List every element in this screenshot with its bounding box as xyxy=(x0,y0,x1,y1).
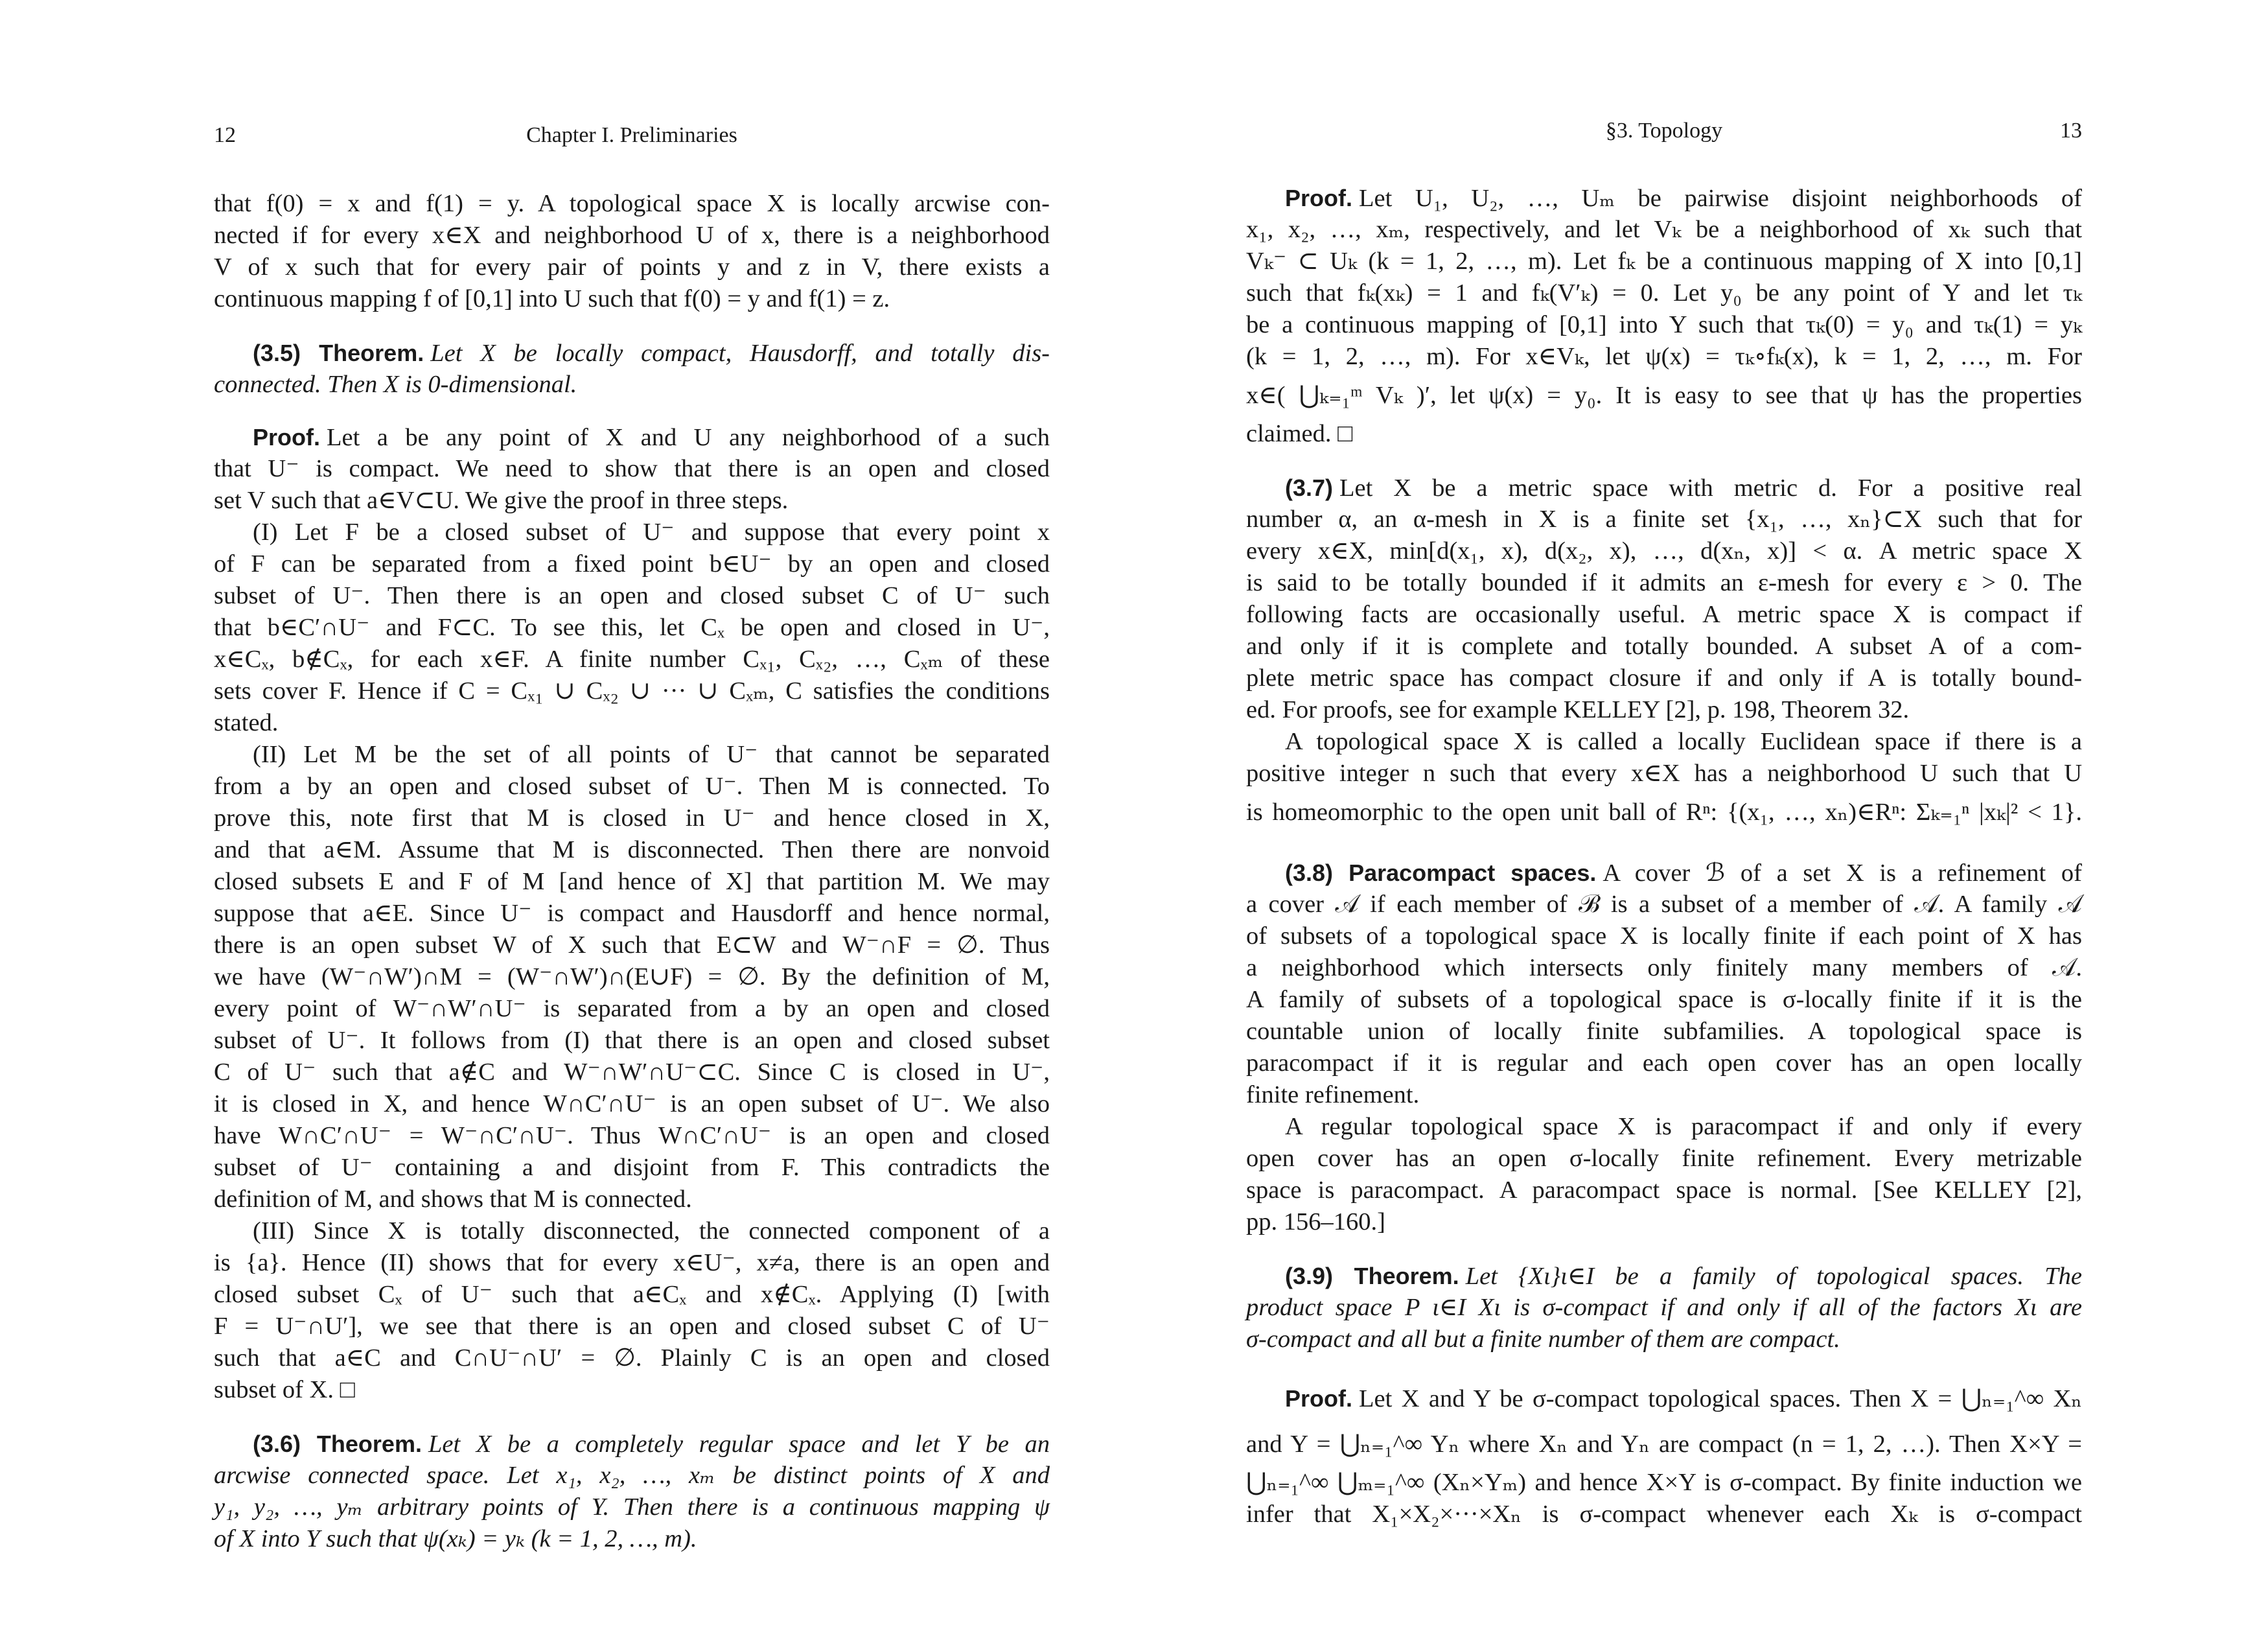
text-line xyxy=(214,739,1050,771)
line-text: Vₖ⁻ ⊂ Uₖ (k = 1, 2, …, m). Let fₖ be a continuous mapping of X into [0,1] xyxy=(1246,248,2082,275)
line-text: suppose that a∈E. Since U⁻ is compact and Hausdorff and hence normal, xyxy=(214,900,1050,927)
line-text: and that a∈M. Assume that M is disconnected. Then there are nonvoid xyxy=(214,836,1050,863)
text-line xyxy=(1246,1421,2082,1467)
line-text: (I) Let F be a closed subset of U⁻ and suppose that every point x xyxy=(253,519,1050,546)
line-text: V of x such that for every pair of points y and z in V, there exists a xyxy=(214,253,1050,281)
text-line xyxy=(1246,567,2082,599)
line-text: A regular topological space X is paracompact if and only if every xyxy=(1285,1113,2082,1140)
text-line xyxy=(214,612,1050,644)
page-number: 13 xyxy=(2060,119,2082,143)
line-text: definition of M, and shows that M is connected. xyxy=(214,1186,692,1213)
line-text: that f(0) = x and f(1) = y. A topological space X is locally arcwise con- xyxy=(214,190,1050,217)
text-line xyxy=(1246,984,2082,1016)
line-text: (k = 1, 2, …, m). For x∈Vₖ, let ψ(x) = τₖ∘fₖ(x), k = 1, 2, …, m. For xyxy=(1246,343,2082,370)
line-text: such that a∈C and C∩U⁻∩U′ = ∅. Plainly C is an open and closed xyxy=(214,1344,1050,1372)
text-line xyxy=(214,1523,1050,1555)
text-line xyxy=(1246,182,2082,214)
text-line xyxy=(1246,1016,2082,1047)
block-label: (3.8) Paracompact spaces. xyxy=(1285,860,1597,886)
line-text: A cover ℬ of a set X is a refinement of xyxy=(1603,860,2082,887)
line-text: continuous mapping f of [0,1] into U such that f(0) = y and f(1) = z. xyxy=(214,285,890,312)
running-head xyxy=(1246,119,2082,158)
line-text: Let U₁, U₂, …, Uₘ be pairwise disjoint neighborhoods of xyxy=(1359,185,2082,212)
running-head xyxy=(214,123,1050,162)
line-text: is homeomorphic to the open unit ball of Rⁿ: {(x₁, …, xₙ)∈Rⁿ: Σₖ₌₁ⁿ |xₖ|² < 1}. xyxy=(1246,799,2082,826)
line-text: there is an open subset W of X such that E⊂W and W⁻∩F = ∅. Thus xyxy=(214,931,1050,959)
text-line xyxy=(214,961,1050,993)
paragraph xyxy=(1246,182,2082,450)
line-text: that U⁻ is compact. We need to show that there is an open and closed xyxy=(214,455,1050,482)
left-page xyxy=(214,0,1050,1552)
block-label: (3.9) Theorem. xyxy=(1285,1263,1459,1289)
paragraph xyxy=(214,421,1050,1406)
text-line xyxy=(1246,418,2082,450)
text-line xyxy=(1246,214,2082,246)
line-text: F = U⁻∩U′], we see that there is an open and closed subset C of U⁻ xyxy=(214,1313,1050,1340)
line-text: closed subset Cₓ of U⁻ such that a∈Cₓ and x∉Cₓ. Applying (I) [with xyxy=(214,1281,1050,1308)
line-text: is said to be totally bounded if it admits an ε-mesh for every ε > 0. The xyxy=(1246,569,2082,596)
theorem-block xyxy=(1246,1260,2082,1355)
line-text: number α, an α-mesh in X is a finite set {x₁, …, xₙ}⊂X such that for xyxy=(1246,506,2082,533)
line-text: closed subsets E and F of M [and hence of X] that partition M. We may xyxy=(214,868,1050,895)
text-line xyxy=(214,369,1050,401)
line-text: space is paracompact. A paracompact space is normal. [See KELLEY [2], xyxy=(1246,1176,2082,1204)
theorem-block xyxy=(214,1428,1050,1555)
text-line xyxy=(214,1374,1050,1406)
line-text: x₁, x₂, …, xₘ, respectively, and let Vₖ be a neighborhood of xₖ such that xyxy=(1246,216,2082,243)
text-line xyxy=(1246,1467,2082,1499)
line-text: a neighborhood which intersects only finitely many members of 𝒜. xyxy=(1246,954,2082,981)
block-label: Proof. xyxy=(1285,1385,1352,1412)
text-line xyxy=(214,644,1050,675)
block-label: (3.5) Theorem. xyxy=(253,340,424,366)
text-line xyxy=(1246,631,2082,662)
theorem-block xyxy=(214,337,1050,401)
line-text: arcwise connected space. Let x₁, x₂, …, xₘ be distinct points of X and xyxy=(214,1462,1050,1489)
text-line xyxy=(1246,246,2082,277)
text-line xyxy=(1246,535,2082,567)
text-line xyxy=(214,675,1050,707)
line-text: of F can be separated from a fixed point b∈U⁻ by an open and closed xyxy=(214,550,1050,578)
text-line xyxy=(214,1279,1050,1311)
text-line xyxy=(214,283,1050,315)
text-line xyxy=(1246,1047,2082,1079)
line-text: x∈Cₓ, b∉Cₓ, for each x∈F. A finite number Cₓ₁, Cₓ₂, …, Cₓₘ of these xyxy=(214,646,1050,673)
text-line xyxy=(214,517,1050,548)
text-line xyxy=(214,1342,1050,1374)
text-line xyxy=(214,993,1050,1025)
numbered-paragraph xyxy=(1246,472,2082,835)
line-text: have W∩C′∩U⁻ = W⁻∩C′∩U⁻. Thus W∩C′∩U⁻ is an open and closed xyxy=(214,1122,1050,1149)
text-line xyxy=(1246,758,2082,789)
text-line xyxy=(1246,920,2082,952)
page-body xyxy=(214,188,1050,1555)
text-line xyxy=(1246,694,2082,726)
block-label: Proof. xyxy=(253,424,320,450)
text-line xyxy=(214,1152,1050,1184)
line-text: from a by an open and closed subset of U⁻. Then M is connected. To xyxy=(214,773,1050,800)
line-text: subset of U⁻. Then there is an open and closed subset C of U⁻ such xyxy=(214,582,1050,609)
line-text: (II) Let M be the set of all points of U⁻ that cannot be separated xyxy=(253,741,1050,768)
text-line xyxy=(1246,1079,2082,1111)
text-line xyxy=(1246,1376,2082,1421)
text-line xyxy=(214,1088,1050,1120)
line-text: y₁, y₂, …, yₘ arbitrary points of Y. Then there is a continuous mapping ψ xyxy=(214,1493,1050,1521)
line-text: subset of X. □ xyxy=(214,1376,355,1403)
page-number: 12 xyxy=(214,123,236,147)
text-line xyxy=(1246,1175,2082,1206)
line-text: A family of subsets of a topological space is σ-locally finite if it is the xyxy=(1246,986,2082,1013)
text-line xyxy=(214,1247,1050,1279)
line-text: and only if it is complete and totally bounded. A subset A of a com- xyxy=(1246,633,2082,660)
text-line xyxy=(1246,1499,2082,1530)
line-text: of subsets of a topological space X is locally finite if each point of X has xyxy=(1246,922,2082,950)
line-text: subset of U⁻ containing a and disjoint from F. This contradicts the xyxy=(214,1154,1050,1181)
text-line xyxy=(214,898,1050,930)
numbered-paragraph xyxy=(1246,857,2082,1238)
text-line xyxy=(214,1057,1050,1088)
text-line xyxy=(1246,504,2082,535)
line-text: Let {Xι}ι∈I be a family of topological spaces. The xyxy=(1465,1263,2082,1290)
line-text: we have (W⁻∩W′)∩M = (W⁻∩W′)∩(E∪F) = ∅. By the definition of M, xyxy=(214,963,1050,990)
line-text: Let X and Y be σ-compact topological spaces. Then X = ⋃ₙ₌₁^∞ Xₙ xyxy=(1359,1385,2082,1412)
line-text: infer that X₁×X₂×···×Xₙ is σ-compact whenever each Xₖ is σ-compact xyxy=(1246,1501,2082,1528)
line-text: σ-compact and all but a finite number of them are compact. xyxy=(1246,1326,1840,1353)
line-text: pp. 156–160.] xyxy=(1246,1208,1385,1235)
text-line xyxy=(1246,277,2082,309)
text-line xyxy=(214,802,1050,834)
text-line xyxy=(1246,789,2082,835)
text-line xyxy=(1246,952,2082,984)
line-text: stated. xyxy=(214,709,279,736)
text-line xyxy=(214,1025,1050,1057)
line-text: it is closed in X, and hence W∩C′∩U⁻ is an open subset of U⁻. We also xyxy=(214,1090,1050,1117)
text-line xyxy=(214,337,1050,369)
line-text: set V such that a∈V⊂U. We give the proof in three steps. xyxy=(214,487,789,514)
line-text: that b∈C′∩U⁻ and F⊂C. To see this, let Cₓ be open and closed in U⁻, xyxy=(214,614,1050,641)
line-text: is {a}. Hence (II) shows that for every x∈U⁻, x≠a, there is an open and xyxy=(214,1249,1050,1276)
text-line xyxy=(1246,1260,2082,1292)
line-text: paracompact if it is regular and each open cover has an open locally xyxy=(1246,1049,2082,1077)
line-text: connected. Then X is 0-dimensional. xyxy=(214,371,577,398)
line-text: of X into Y such that ψ(xₖ) = yₖ (k = 1, 2, …, m). xyxy=(214,1525,697,1552)
text-line xyxy=(1246,1206,2082,1238)
text-line xyxy=(214,1428,1050,1460)
line-text: and Y = ⋃ₙ₌₁^∞ Yₙ where Xₙ and Yₙ are compact (n = 1, 2, …). Then X×Y = xyxy=(1246,1431,2082,1458)
line-text: A topological space X is called a locally Euclidean space if there is a xyxy=(1285,728,2082,755)
text-line xyxy=(1246,1324,2082,1355)
text-line xyxy=(1246,857,2082,889)
line-text: positive integer n such that every x∈X has a neighborhood U such that U xyxy=(1246,760,2082,787)
line-text: x∈( ⋃ₖ₌₁ᵐ Vₖ )′, let ψ(x) = y₀. It is easy to see that ψ has the properties xyxy=(1246,382,2082,409)
line-text: Let a be any point of X and U any neighborhood of a such xyxy=(327,424,1050,451)
text-line xyxy=(214,485,1050,517)
text-line xyxy=(1246,341,2082,373)
text-line xyxy=(214,251,1050,283)
line-text: (III) Since X is totally disconnected, the connected component of a xyxy=(253,1217,1050,1245)
line-text: Let X be locally compact, Hausdorff, and totally dis- xyxy=(430,340,1050,367)
text-line xyxy=(1246,599,2082,631)
chapter-title: Chapter I. Preliminaries xyxy=(526,123,737,147)
text-line xyxy=(214,1311,1050,1342)
text-line xyxy=(214,866,1050,898)
block-label: (3.6) Theorem. xyxy=(253,1431,422,1457)
page-body xyxy=(1246,182,2082,1530)
line-text: countable union of locally finite subfamilies. A topological space is xyxy=(1246,1018,2082,1045)
line-text: Let X be a metric space with metric d. For a positive real xyxy=(1339,474,2082,502)
text-line xyxy=(1246,472,2082,504)
text-line xyxy=(1246,662,2082,694)
text-line xyxy=(214,1215,1050,1247)
text-line xyxy=(1246,309,2082,341)
text-line xyxy=(214,1460,1050,1491)
line-text: Let X be a completely regular space and let Y be an xyxy=(428,1431,1050,1458)
text-line xyxy=(214,930,1050,961)
paragraph xyxy=(214,188,1050,315)
text-line xyxy=(214,771,1050,802)
line-text: plete metric space has compact closure if and only if A is totally bound- xyxy=(1246,664,2082,692)
line-text: C of U⁻ such that a∉C and W⁻∩W′∩U⁻⊂C. Since C is closed in U⁻, xyxy=(214,1058,1050,1086)
block-label: Proof. xyxy=(1285,185,1352,211)
text-line xyxy=(1246,726,2082,758)
line-text: ed. For proofs, see for example KELLEY [2], p. 198, Theorem 32. xyxy=(1246,696,1910,723)
block-label: (3.7) xyxy=(1285,474,1334,501)
line-text: following facts are occasionally useful. A metric space X is compact if xyxy=(1246,601,2082,628)
line-text: ⋃ₙ₌₁^∞ ⋃ₘ₌₁^∞ (Xₙ×Yₘ) and hence X×Y is σ-compact. By finite induction we xyxy=(1246,1469,2082,1496)
line-text: finite refinement. xyxy=(1246,1081,1420,1108)
text-line xyxy=(214,188,1050,220)
text-line xyxy=(214,707,1050,739)
text-line xyxy=(214,548,1050,580)
text-line xyxy=(214,1184,1050,1215)
right-page xyxy=(1246,0,2082,1528)
text-line xyxy=(214,453,1050,485)
line-text: product space P ι∈I Xι is σ-compact if and only if all of the factors Xι are xyxy=(1246,1294,2082,1321)
text-line xyxy=(214,580,1050,612)
text-line xyxy=(214,834,1050,866)
line-text: nected if for every x∈X and neighborhood U of x, there is a neighborhood xyxy=(214,222,1050,249)
text-line xyxy=(214,220,1050,251)
line-text: every point of W⁻∩W′∩U⁻ is separated from a by an open and closed xyxy=(214,995,1050,1022)
text-line xyxy=(1246,889,2082,920)
line-text: such that fₖ(xₖ) = 1 and fₖ(V′ₖ) = 0. Let y₀ be any point of Y and let τₖ xyxy=(1246,279,2082,307)
line-text: a cover 𝒜 if each member of ℬ is a subset of a member of 𝒜. A family 𝒜 xyxy=(1246,891,2082,918)
line-text: be a continuous mapping of [0,1] into Y such that τₖ(0) = y₀ and τₖ(1) = yₖ xyxy=(1246,311,2082,338)
line-text: claimed. □ xyxy=(1246,420,1353,447)
text-line xyxy=(214,1491,1050,1523)
line-text: prove this, note first that M is closed in U⁻ and hence closed in X, xyxy=(214,804,1050,832)
text-line xyxy=(1246,1292,2082,1324)
text-line xyxy=(1246,373,2082,418)
section-title: §3. Topology xyxy=(1605,119,1723,143)
line-text: open cover has an open σ-locally finite refinement. Every metrizable xyxy=(1246,1145,2082,1172)
line-text: subset of U⁻. It follows from (I) that there is an open and closed subset xyxy=(214,1027,1050,1054)
text-line xyxy=(1246,1111,2082,1143)
paragraph xyxy=(1246,1376,2082,1530)
text-line xyxy=(1246,1143,2082,1175)
text-line xyxy=(214,1120,1050,1152)
text-line xyxy=(214,421,1050,453)
line-text: sets cover F. Hence if C = Cₓ₁ ∪ Cₓ₂ ∪ ··· ∪ Cₓₘ, C satisfies the conditions xyxy=(214,677,1050,705)
line-text: every x∈X, min[d(x₁, x), d(x₂, x), …, d(xₙ, x)] < α. A metric space X xyxy=(1246,537,2082,565)
